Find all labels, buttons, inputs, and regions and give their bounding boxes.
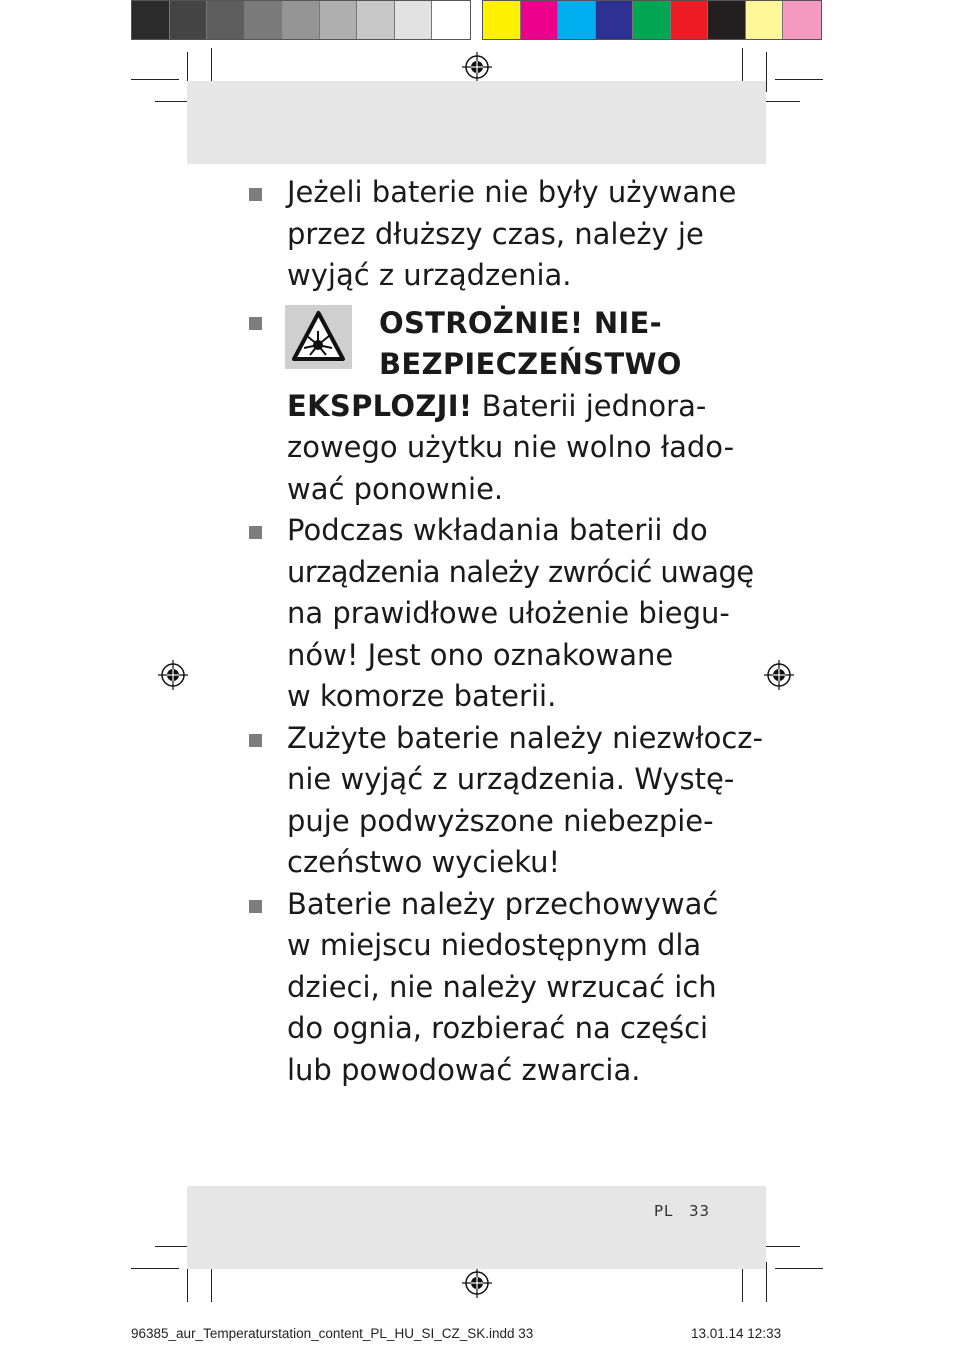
text-line: dzieci, nie należy wrzucać ich [287,969,717,1004]
color-swatch [357,1,395,39]
slug-date: 13.01.14 12:33 [691,1326,782,1341]
square-bullet-icon [249,900,262,913]
color-swatch [245,1,283,39]
color-swatch [483,1,521,39]
text-line: nów! Jest ono oznakowane [287,637,674,672]
slug-filename: 96385_aur_Temperaturstation_content_PL_HU_SI_CZ_SK.indd 33 [131,1326,534,1341]
crop-mark [131,1268,179,1269]
warning-heading: OSTROŻNIE! NIE- [379,305,662,340]
text-line: urządzenia należy zwrócić uwagę [287,554,754,589]
text-line: Jeżeli baterie nie były używane [287,175,737,209]
list-item [247,884,727,1092]
color-swatch [746,1,784,39]
crop-mark [775,79,823,80]
text-line: lub powodować zwarcia. [287,1052,641,1087]
square-bullet-icon [249,734,262,747]
warning-heading: BEZPIECZEŃSTWO [379,347,682,381]
text-line: nie wyjąć z urządzenia. Wystę- [287,762,735,796]
square-bullet-icon [249,317,262,330]
text-line: do ognia, rozbierać na części [287,1011,709,1045]
text-line: czeństwo wycieku! [287,845,561,879]
square-bullet-icon [249,188,262,201]
color-swatch [633,1,671,39]
header-band [187,81,766,164]
crop-mark [766,1262,767,1302]
list-item [247,172,737,297]
color-swatch [558,1,596,39]
text-line: Podczas wkładania baterii do [287,513,708,547]
battery-safety-list [247,172,763,1091]
color-swatch [170,1,208,39]
text-line: w komorze baterii. [287,679,557,713]
registration-mark-icon [764,660,794,690]
color-swatch [671,1,709,39]
color-swatch [132,1,170,39]
text-line: przez dłuższy czas, należy je [287,216,704,251]
process-color-bar [482,0,822,40]
registration-mark-icon [158,660,188,690]
text-line: na prawidłowe ułożenie biegu- [287,596,730,630]
color-swatch [320,1,358,39]
text-line: Baterie należy przechowywać [287,886,719,921]
text-line: wać ponownie. [287,471,504,506]
crop-mark [766,52,767,92]
warning-heading: EKSPLOZJI! [287,388,473,423]
grayscale-color-bar [131,0,471,40]
color-swatch [395,1,433,39]
color-swatch [783,1,821,39]
color-swatch [282,1,320,39]
explosion-warning-icon [285,305,352,369]
text-line: zowego użytku nie wolno łado- [287,430,735,464]
text-line: Zużyte baterie należy niezwłocz- [287,720,763,755]
language-code: PL [654,1202,674,1220]
page-number: 33 [689,1202,711,1220]
color-swatch [708,1,746,39]
crop-mark [760,101,800,102]
color-swatch [521,1,559,39]
square-bullet-icon [249,526,262,539]
text-line: Baterii jednora- [472,388,707,423]
registration-mark-icon [462,52,492,82]
text-line: wyjąć z urządzenia. [287,258,572,292]
text-line: puje podwyższone niebezpie- [287,803,714,838]
crop-mark [131,79,179,80]
text-line: w miejscu niedostępnym dla [287,928,702,962]
color-swatch [207,1,245,39]
crop-mark [775,1268,823,1269]
crop-mark [760,1246,800,1247]
color-swatch [596,1,634,39]
registration-mark-icon [462,1268,492,1298]
color-swatch [432,1,470,39]
list-item-warning [247,303,735,511]
list-item [247,510,754,718]
list-item [247,718,763,884]
footer-band [187,1186,766,1269]
